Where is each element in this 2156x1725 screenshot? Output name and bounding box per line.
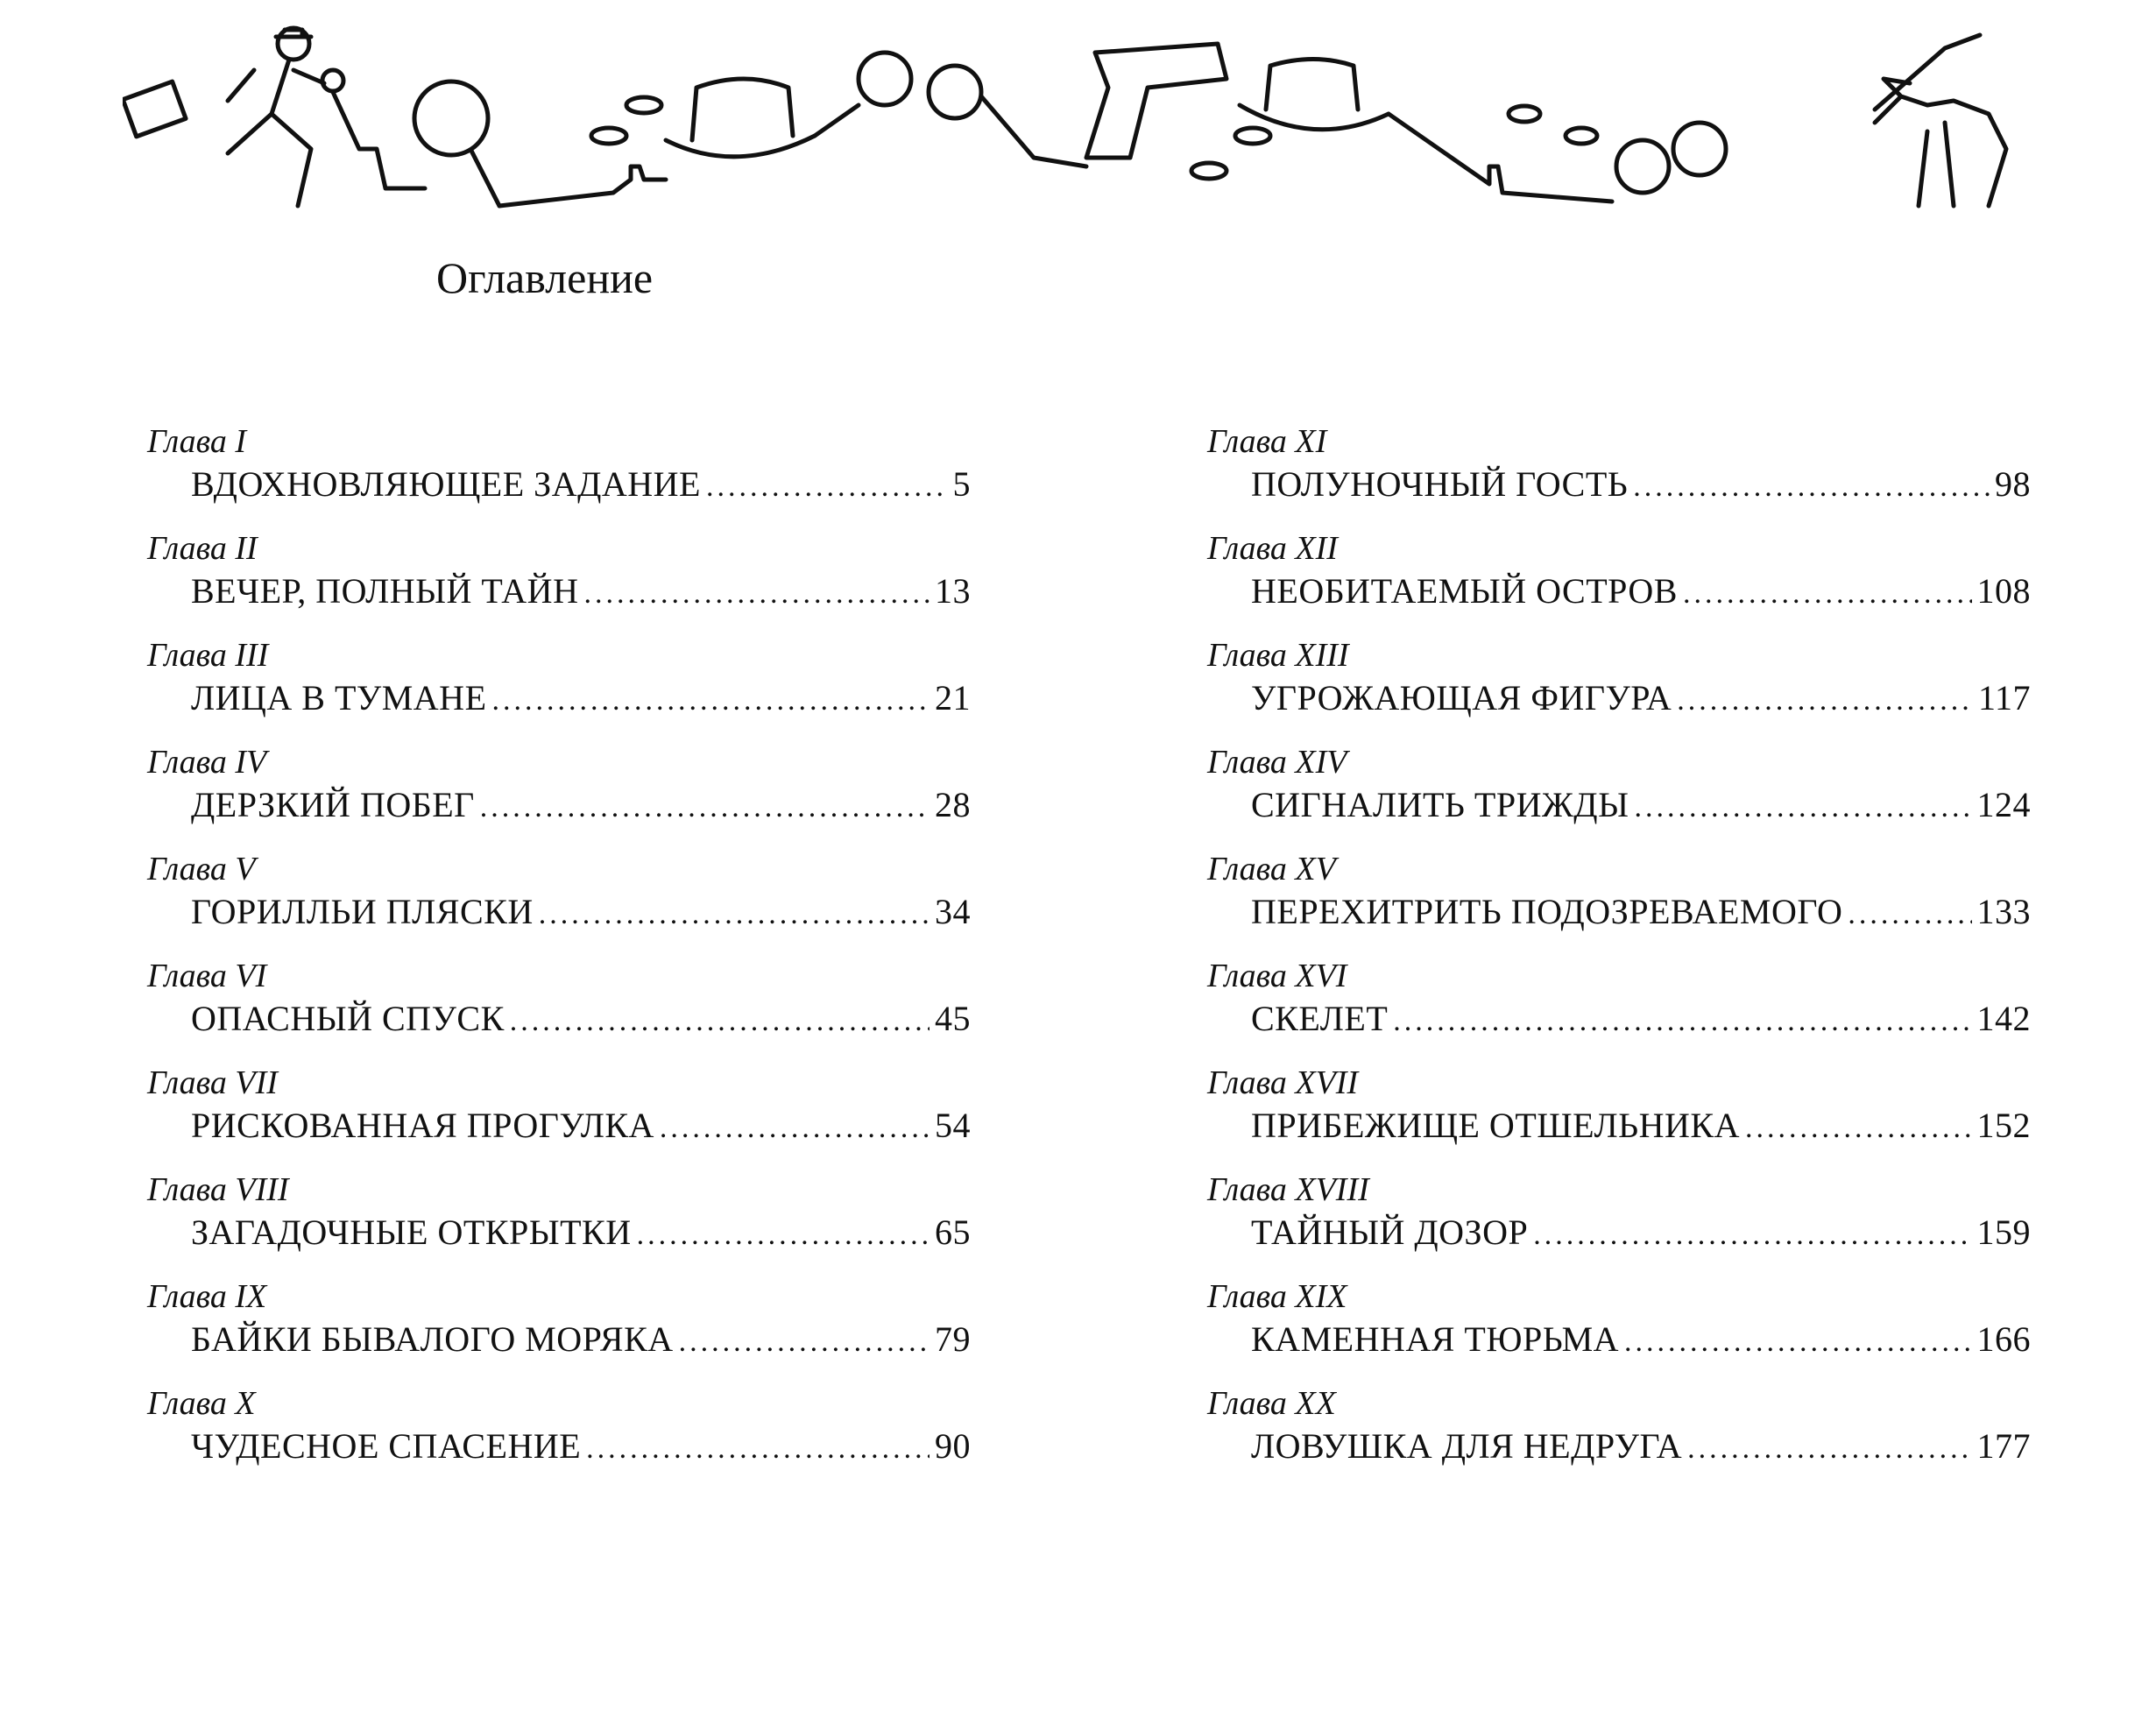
dog-icon: [1875, 35, 2006, 206]
toc-entry: [1207, 1169, 2031, 1276]
chapter-label: Глава VIII: [147, 1171, 289, 1208]
pistol-icon: [1086, 44, 1226, 158]
chapter-line[interactable]: [191, 783, 971, 827]
chapter-title: СИГНАЛИТЬ ТРИЖДЫ: [1251, 785, 1629, 824]
chapter-title: ОПАСНЫЙ СПУСК: [191, 999, 505, 1038]
chapter-line[interactable]: [1251, 997, 2031, 1041]
page-number: 79: [935, 1319, 971, 1359]
page-number: 124: [1976, 785, 2031, 824]
dot-leader: [1848, 893, 1971, 937]
toc-entry: [1207, 634, 2031, 741]
chapter-title: ГОРИЛЛЬИ ПЛЯСКИ: [191, 892, 534, 931]
dot-leader: [1393, 1000, 1971, 1043]
page-number: 21: [935, 678, 971, 718]
chapter-title: СКЕЛЕТ: [1251, 999, 1389, 1038]
chapter-line[interactable]: [191, 890, 971, 934]
page-number: 142: [1976, 999, 2031, 1038]
chapter-label: Глава XI: [1207, 423, 1327, 460]
chapter-line[interactable]: [191, 1318, 971, 1361]
chapter-label: Глава XX: [1207, 1385, 1336, 1422]
chapter-label: Глава XV: [1207, 851, 1336, 887]
chapter-line[interactable]: [191, 569, 971, 613]
chapter-title: УГРОЖАЮЩАЯ ФИГУРА: [1251, 678, 1672, 718]
dot-leader: [586, 1427, 930, 1471]
page-number: 117: [1977, 678, 2031, 718]
toc-entry: [147, 1276, 971, 1382]
page-number: 108: [1976, 571, 2031, 611]
dot-leader: [1624, 1320, 1971, 1364]
page-title: Оглавление: [436, 253, 654, 302]
dot-leader: [679, 1320, 930, 1364]
dot-leader: [706, 465, 948, 509]
page-number: 13: [935, 571, 971, 611]
chapter-line[interactable]: [1251, 463, 2031, 506]
decorative-banner: [123, 18, 2032, 228]
page-number: 54: [935, 1106, 971, 1145]
dot-leader: [1677, 679, 1973, 723]
dot-leader: [1633, 465, 1990, 509]
chapter-line[interactable]: [191, 1211, 971, 1255]
chapter-title: ЧУДЕСНОЕ СПАСЕНИЕ: [191, 1426, 582, 1466]
chapter-label: Глава XVI: [1207, 958, 1347, 994]
toc-entry: [1207, 741, 2031, 848]
chapter-line[interactable]: [191, 1104, 971, 1148]
chapter-title: ТАЙНЫЙ ДОЗОР: [1251, 1212, 1529, 1252]
toc-entry: [1207, 955, 2031, 1062]
page-number: 133: [1976, 892, 2031, 931]
dot-leader: [492, 679, 930, 723]
chapter-title: ЗАГАДОЧНЫЕ ОТКРЫТКИ: [191, 1212, 632, 1252]
chapter-line[interactable]: [191, 997, 971, 1041]
dot-leader: [480, 786, 930, 830]
detective-figure-icon: [123, 28, 343, 206]
toc-entry: [1207, 1276, 2031, 1382]
chapter-label: Глава IX: [147, 1278, 267, 1315]
chapter-title: ЛОВУШКА ДЛЯ НЕДРУГА: [1251, 1426, 1683, 1466]
chapter-title: ПЕРЕХИТРИТЬ ПОДОЗРЕВАЕМОГО: [1251, 892, 1843, 931]
page-number: 177: [1976, 1426, 2031, 1466]
binoculars-icon: [859, 53, 1726, 193]
page-number: 159: [1976, 1212, 2031, 1252]
chapter-label: Глава XIV: [1207, 744, 1347, 781]
toc-column-left: [147, 421, 971, 1489]
dot-leader: [660, 1106, 930, 1150]
toc-entry: [147, 848, 971, 955]
page-number: 28: [935, 785, 971, 824]
chapter-label: Глава XVII: [1207, 1064, 1359, 1101]
dot-leader: [1745, 1106, 1972, 1150]
chapter-title: КАМЕННАЯ ТЮРЬМА: [1251, 1319, 1620, 1359]
chapter-label: Глава XVIII: [1207, 1171, 1369, 1208]
chapter-line[interactable]: [1251, 676, 2031, 720]
chapter-title: ДЕРЗКИЙ ПОБЕГ: [191, 785, 475, 824]
dot-leader: [539, 893, 930, 937]
chapter-line[interactable]: [1251, 1425, 2031, 1468]
chapter-title: ВЕЧЕР, ПОЛНЫЙ ТАЙН: [191, 571, 579, 611]
chapter-title: РИСКОВАННАЯ ПРОГУЛКА: [191, 1106, 654, 1145]
chapter-line[interactable]: [1251, 1211, 2031, 1255]
toc-entry: [147, 421, 971, 527]
toc-entry: [1207, 848, 2031, 955]
dot-leader: [510, 1000, 930, 1043]
chapter-line[interactable]: [1251, 890, 2031, 934]
chapter-line[interactable]: [191, 463, 971, 506]
page-number: 45: [935, 999, 971, 1038]
chapter-line[interactable]: [1251, 783, 2031, 827]
page-number: 5: [952, 464, 971, 504]
toc-entry: [1207, 527, 2031, 634]
toc-entry: [1207, 1382, 2031, 1489]
dot-leader: [1634, 786, 1971, 830]
toc-entry: [1207, 1062, 2031, 1169]
chapter-line[interactable]: [191, 1425, 971, 1468]
dot-leader: [637, 1213, 930, 1257]
chapter-title: НЕОБИТАЕМЫЙ ОСТРОВ: [1251, 571, 1678, 611]
chapter-label: Глава II: [147, 530, 258, 567]
chapter-title: ПОЛУНОЧНЫЙ ГОСТЬ: [1251, 464, 1629, 504]
chapter-label: Глава X: [147, 1385, 256, 1422]
chapter-line[interactable]: [1251, 569, 2031, 613]
chapter-label: Глава I: [147, 423, 247, 460]
chapter-label: Глава XIX: [1207, 1278, 1347, 1315]
toc-entry: [147, 1169, 971, 1276]
page-number: 65: [935, 1212, 971, 1252]
chapter-label: Глава VI: [147, 958, 267, 994]
magnifying-glass-icon: [414, 81, 499, 206]
hat-icon: [666, 60, 1389, 157]
chapter-label: Глава IV: [147, 744, 267, 781]
toc-entry: [1207, 421, 2031, 527]
toc-entry: [147, 634, 971, 741]
chapter-line[interactable]: [1251, 1318, 2031, 1361]
dot-leader: [1687, 1427, 1971, 1471]
page-number: 98: [1995, 464, 2031, 504]
chapter-title: БАЙКИ БЫВАЛОГО МОРЯКА: [191, 1319, 674, 1359]
chapter-line[interactable]: [1251, 1104, 2031, 1148]
toc-entry: [147, 527, 971, 634]
page-number: 152: [1976, 1106, 2031, 1145]
chapter-label: Глава XIII: [1207, 637, 1349, 674]
chapter-label: Глава III: [147, 637, 269, 674]
toc-entry: [147, 1062, 971, 1169]
chapter-title: ПРИБЕЖИЩЕ ОТШЕЛЬНИКА: [1251, 1106, 1740, 1145]
toc-entry: [147, 1382, 971, 1489]
chapter-label: Глава XII: [1207, 530, 1338, 567]
page-number: 166: [1976, 1319, 2031, 1359]
page-number: 34: [935, 892, 971, 931]
chapter-title: ЛИЦА В ТУМАНЕ: [191, 678, 487, 718]
chapter-line[interactable]: [191, 676, 971, 720]
chapter-title: ВДОХНОВЛЯЮЩЕЕ ЗАДАНИЕ: [191, 464, 701, 504]
dot-leader: [1533, 1213, 1971, 1257]
chapter-label: Глава VII: [147, 1064, 278, 1101]
dot-leader: [1683, 572, 1972, 616]
chapter-label: Глава V: [147, 851, 256, 887]
toc-column-right: [1207, 421, 2031, 1489]
toc-entry: [147, 741, 971, 848]
page-number: 90: [935, 1426, 971, 1466]
toc-entry: [147, 955, 971, 1062]
dot-leader: [583, 572, 930, 616]
